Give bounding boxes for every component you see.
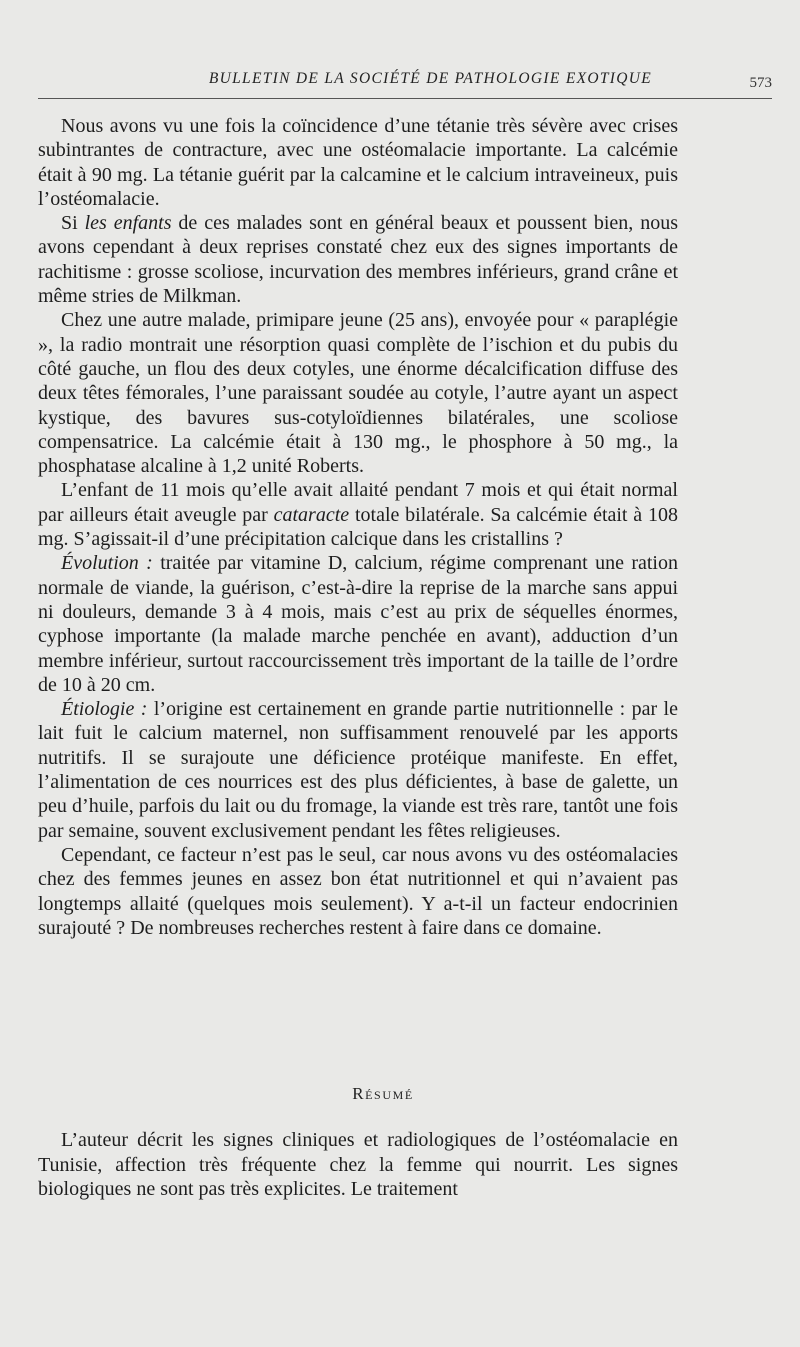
page-number: 573 [749,75,772,91]
paragraph-tetanie: Nous avons vu une fois la coïncidence d’une tétanie très sévère avec crises subintrantes de contracture, avec une ostéomalacie importante. La calcémie était à 90 mg. La tétanie guérit par la calcamine et le calcium intraveineux, puis l’ostéomalacie. [38,115,678,210]
header-rule [38,98,772,99]
paragraph-resume: L’auteur décrit les signes cliniques et radiologiques de l’ostéomalacie en Tunisie, affection très fréquente chez la femme qui nourrit. Les signes biologiques ne sont pas très explicites. Le traitement [38,1129,678,1200]
paragraph-enfant-cataracte: L’enfant de 11 mois qu’elle avait allaité pendant 7 mois et qui était normal par ailleurs était aveugle par cataracte totale bilatérale. Sa calcémie était à 108 mg. S’agissait-il d’une précipitation calcique dans les cristallins ? [38,479,678,551]
running-head: BULLETIN DE LA SOCIÉTÉ DE PATHOLOGIE EXOTIQUE [208,70,652,87]
article-body [38,114,678,940]
emphasis-etiologie: Étiologie : [61,698,148,721]
emphasis-cataracte: cataracte [273,503,350,526]
emphasis-les-enfants: les enfants [84,212,172,235]
paragraph-primipare: Chez une autre malade, primipare jeune (25 ans), envoyée pour « paraplégie », la radio montrait une résorption quasi complète de l’ischion et du pubis du côté gauche, un flou des deux cotyles, une énorme décalcification diffuse des deux têtes fémorales, l’une paraissant soudée au cotyle, l’autre ayant un aspect kystique, des bavures sus-cotyloïdiennes bilatérales, une scoliose compensatrice. La calcémie était à 130 mg., le phosphore à 50 mg., la phosphatase alcaline à 1,2 unité Roberts. [38,309,678,478]
paragraph-cependant: Cependant, ce facteur n’est pas le seul, car nous avons vu des ostéomalacies chez des femmes jeunes en assez bon état nutritionnel et qui n’avaient pas longtemps allaité (quelques mois seulement). Y a-t-il un facteur endocrinien surajouté ? De nombreuses recherches restent à faire dans ce domaine. [38,843,678,939]
emphasis-evolution: Évolution : [61,552,153,575]
summary-body [38,1128,678,1202]
section-heading-resume: Résumé [352,1084,414,1103]
paragraph-etiologie: Étiologie : l’origine est certainement en grande partie nutritionnelle : par le lait fuit le calcium maternel, non suffisamment renouvelé par les apports nutritifs. Il se surajoute une déficience protéique manifeste. En effet, l’alimentation de ces nourrices est des plus déficientes, à base de galette, un peu d’huile, parfois du lait ou du fromage, la viande est très rare, tantôt une fois par semaine, souvent exclusivement pendant les fêtes religieuses. [38,698,678,842]
paragraph-evolution: Évolution : traitée par vitamine D, calcium, régime comprenant une ration normale de viande, la guérison, c’est-à-dire la reprise de la marche sans appui ni douleurs, demande 3 à 4 mois, mais c’est au prix de séquelles énormes, cyphose importante (la malade marche penchée en avant), adduction d’un membre inférieur, surtout raccourcissement très important de la taille de l’ordre de 10 à 20 cm. [38,552,678,696]
paragraph-enfants: Si les enfants de ces malades sont en général beaux et poussent bien, nous avons cependant à deux reprises constaté chez eux des signes importants de rachitisme : grosse scoliose, incurvation des membres inférieurs, grand crâne et même stries de Milkman. [38,212,678,308]
